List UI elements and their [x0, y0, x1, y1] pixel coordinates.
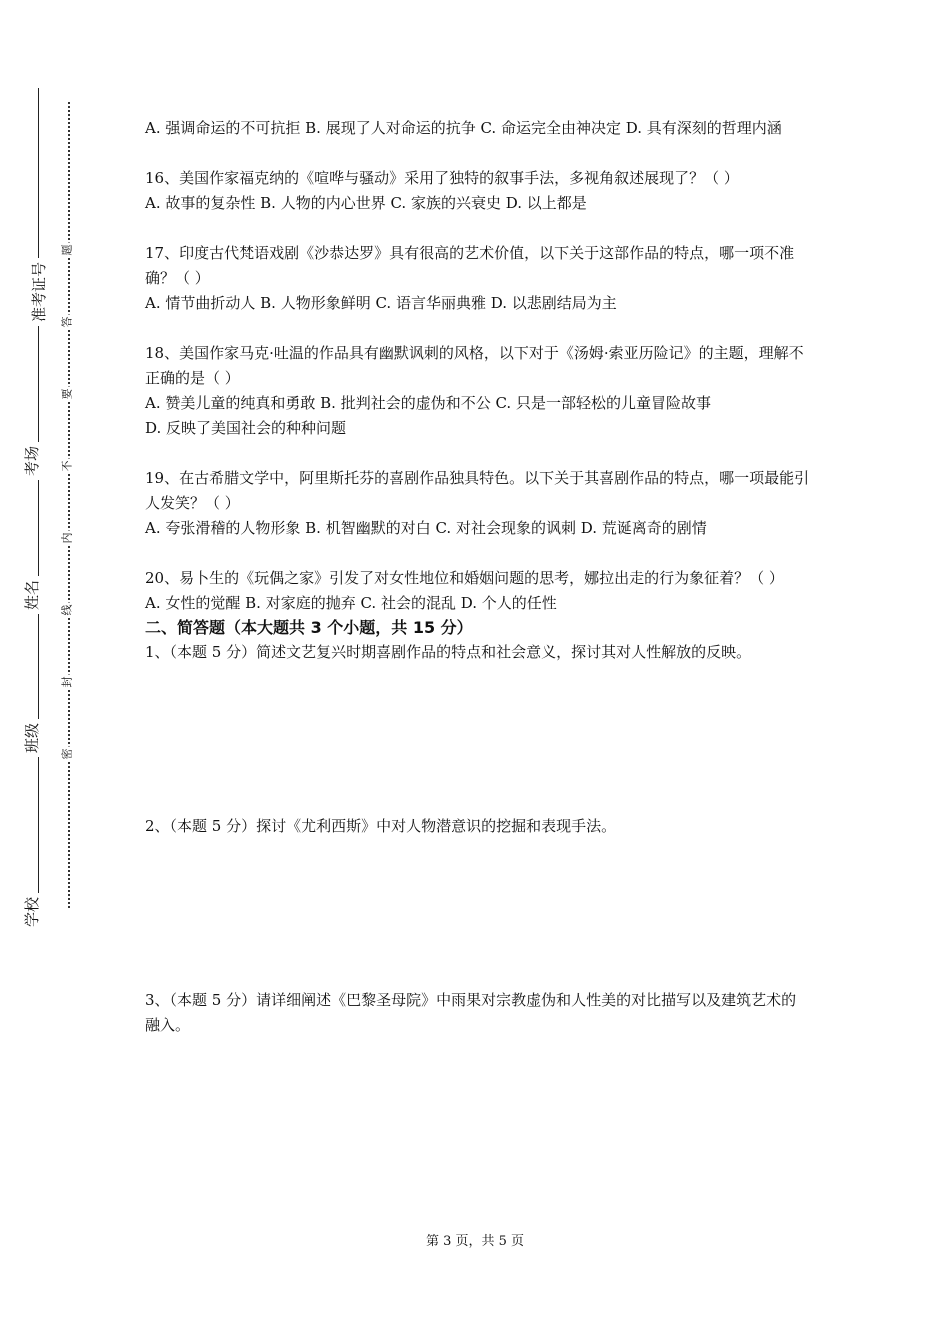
q19-options: A. 夸张滑稽的人物形象 B. 机智幽默的对白 C. 对社会现象的讽刺 D. 荒诞离奇的剧情 [145, 519, 707, 537]
seal-char: 密 [60, 748, 74, 760]
q17-stem: 17、印度古代梵语戏剧《沙恭达罗》具有很高的艺术价值，以下关于这部作品的特点，哪一项不准确？（ ） [145, 244, 795, 287]
section-2-title: 二、简答题（本大题共 3 个小题，共 15 分） [145, 618, 473, 637]
seal-char: 线 [60, 604, 74, 616]
q20-stem: 20、易卜生的《玩偶之家》引发了对女性地位和婚姻问题的思考，娜拉出走的行为象征着？（ ） [145, 569, 784, 587]
seal-char: 题 [60, 244, 74, 256]
q16-options: A. 故事的复杂性 B. 人物的内心世界 C. 家族的兴衰史 D. 以上都是 [145, 194, 587, 212]
exam-id-label: 准考证号 [29, 258, 49, 326]
name-label: 姓名 [22, 576, 42, 614]
answer-space [145, 665, 810, 814]
q20-options: A. 女性的觉醒 B. 对家庭的抛弃 C. 社会的混乱 D. 个人的任性 [145, 594, 557, 612]
school-label: 学校 [22, 893, 42, 931]
q18-options: A. 赞美儿童的纯真和勇敢 B. 批判社会的虚伪和不公 C. 只是一部轻松的儿童冒险故事 [145, 394, 711, 412]
seal-char: 答 [60, 316, 74, 328]
seal-char: 要 [60, 388, 74, 400]
q18-options: D. 反映了美国社会的种种问题 [145, 419, 347, 437]
q15-options: A. 强调命运的不可抗拒 B. 展现了人对命运的抗争 C. 命运完全由神决定 D. 具有深刻的哲理内涵 [145, 119, 782, 137]
seal-char: 不 [60, 460, 74, 472]
answer-space [145, 839, 810, 988]
q18-stem: 18、美国作家马克·吐温的作品具有幽默讽刺的风格，以下对于《汤姆·索亚历险记》的主题，理解不正确的是（ ） [145, 344, 804, 387]
short-answer-q2: 2、（本题 5 分）探讨《尤利西斯》中对人物潜意识的挖掘和表现手法。 [145, 817, 617, 835]
exam-room-label: 考场 [22, 442, 42, 480]
seal-dotted-line [68, 102, 70, 908]
short-answer-q3: 3、（本题 5 分）请详细阐述《巴黎圣母院》中雨果对宗教虚伪和人性美的对比描写以及建筑艺术的融入。 [145, 991, 797, 1034]
seal-char: 内 [60, 532, 74, 544]
q17-options: A. 情节曲折动人 B. 人物形象鲜明 C. 语言华丽典雅 D. 以悲剧结局为主 [145, 294, 617, 312]
seal-char: 封 [60, 676, 74, 688]
short-answer-q1: 1、（本题 5 分）简述文艺复兴时期喜剧作品的特点和社会意义，探讨其对人性解放的反映。 [145, 643, 752, 661]
class-label: 班级 [22, 719, 42, 757]
q19-stem: 19、在古希腊文学中，阿里斯托芬的喜剧作品独具特色。以下关于其喜剧作品的特点，哪一项最能引人发笑？（ ） [145, 469, 810, 512]
page-number: 第 3 页，共 5 页 [425, 1234, 525, 1249]
exam-content [145, 116, 810, 1038]
binding-line [38, 88, 39, 920]
q16-stem: 16、美国作家福克纳的《喧哗与骚动》采用了独特的叙事手法，多视角叙述展现了？（ ） [145, 169, 739, 187]
